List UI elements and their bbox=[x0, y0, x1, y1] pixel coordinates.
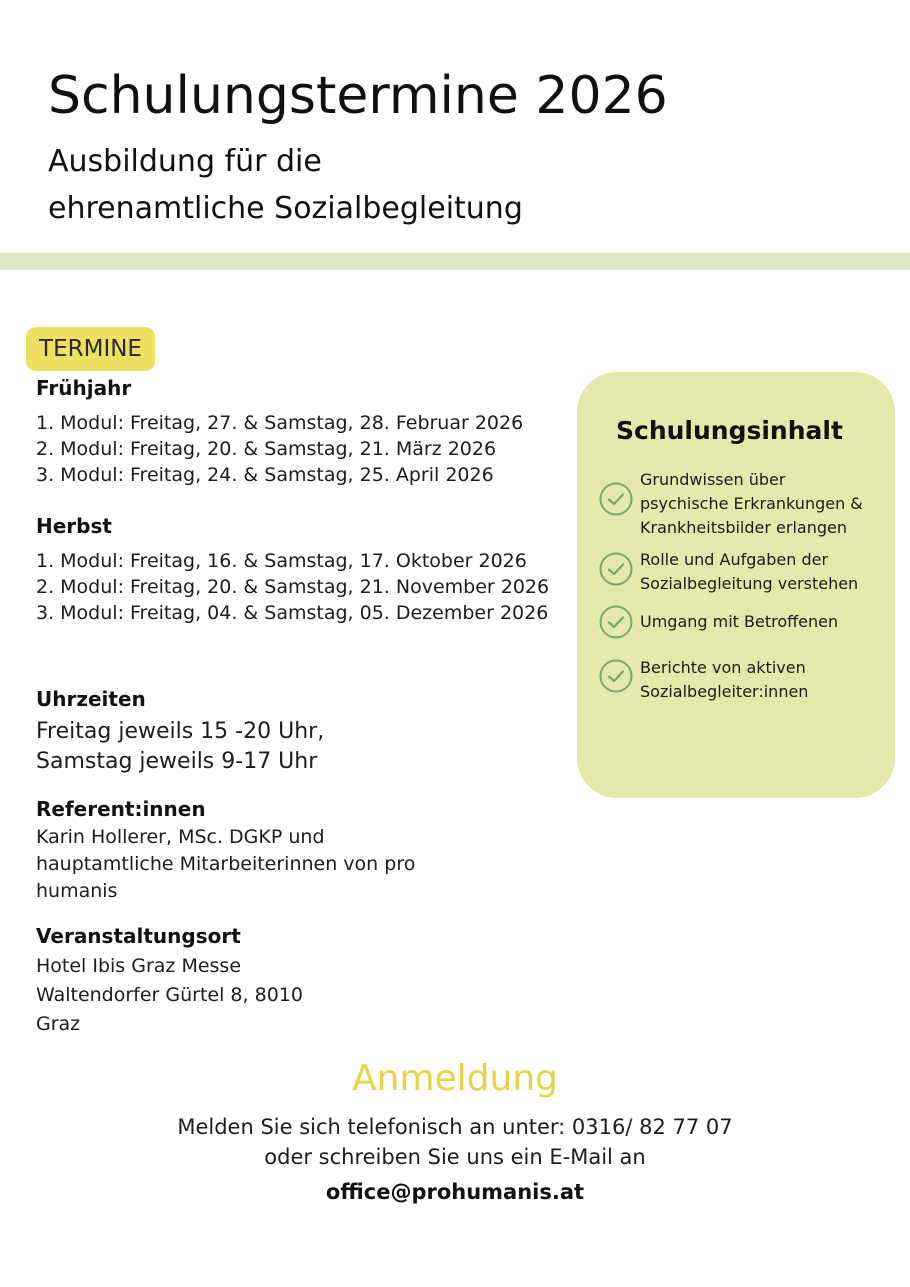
ort-line: Graz bbox=[36, 1013, 81, 1035]
ort-text bbox=[36, 952, 303, 1039]
inhalt-text bbox=[640, 656, 890, 704]
herbst-dates bbox=[36, 548, 549, 626]
subtitle-line: Ausbildung für die bbox=[48, 144, 322, 179]
herbst-heading: Herbst bbox=[36, 514, 112, 538]
subtitle-line: ehrenamtliche Sozialbegleitung bbox=[48, 191, 523, 226]
time-line: Freitag jeweils 15 -20 Uhr, bbox=[36, 719, 325, 744]
fruehjahr-heading: Frühjahr bbox=[36, 376, 132, 400]
date-line: 3. Modul: Freitag, 04. & Samstag, 05. Dezember 2026 bbox=[36, 602, 549, 624]
inhalt-text bbox=[640, 468, 890, 540]
page-subtitle bbox=[48, 138, 648, 232]
inhalt-line: Berichte von aktiven bbox=[640, 658, 806, 677]
date-line: 1. Modul: Freitag, 27. & Samstag, 28. Februar 2026 bbox=[36, 412, 524, 434]
date-line: 2. Modul: Freitag, 20. & Samstag, 21. November 2026 bbox=[36, 576, 550, 598]
referenten-text bbox=[36, 824, 415, 905]
inhalt-line: Sozialbegleitung verstehen bbox=[640, 574, 859, 593]
ort-heading: Veranstaltungsort bbox=[36, 924, 241, 948]
inhalt-line: psychische Erkrankungen & bbox=[640, 494, 863, 513]
anmeldung-heading: Anmeldung bbox=[352, 1058, 558, 1099]
inhalt-line: Rolle und Aufgaben der bbox=[640, 550, 829, 569]
date-line: 1. Modul: Freitag, 16. & Samstag, 17. Oktober 2026 bbox=[36, 550, 527, 572]
anmeldung-email: office@prohumanis.at bbox=[325, 1180, 585, 1204]
inhalt-text bbox=[640, 610, 890, 634]
anmeldung-line: oder schreiben Sie uns ein E-Mail an bbox=[264, 1145, 646, 1169]
referenten-line: Karin Hollerer, MSc. DGKP und bbox=[36, 826, 325, 848]
anmeldung-text bbox=[0, 1112, 910, 1172]
anmeldung-line: Melden Sie sich telefonisch an unter: 0316/ 82 77 07 bbox=[177, 1115, 733, 1139]
inhalt-line: Grundwissen über bbox=[640, 470, 786, 489]
fruehjahr-dates bbox=[36, 410, 523, 488]
ort-line: Waltendorfer Gürtel 8, 8010 bbox=[36, 984, 303, 1006]
uhrzeiten-text bbox=[36, 717, 324, 777]
referenten-heading: Referent:innen bbox=[36, 797, 206, 821]
date-line: 2. Modul: Freitag, 20. & Samstag, 21. März 2026 bbox=[36, 438, 497, 460]
header-divider-band bbox=[0, 253, 910, 270]
page-title: Schulungstermine 2026 bbox=[48, 66, 668, 126]
ort-line: Hotel Ibis Graz Messe bbox=[36, 955, 242, 977]
inhalt-line: Umgang mit Betroffenen bbox=[640, 612, 839, 631]
uhrzeiten-heading: Uhrzeiten bbox=[36, 687, 146, 711]
schulungsinhalt-card bbox=[577, 372, 895, 798]
schulungsinhalt-heading: Schulungsinhalt bbox=[616, 416, 843, 445]
check-circle-icon bbox=[599, 659, 633, 693]
check-circle-icon bbox=[599, 552, 633, 586]
inhalt-line: Sozialbegleiter:innen bbox=[640, 682, 809, 701]
inhalt-text bbox=[640, 548, 890, 596]
check-circle-icon bbox=[599, 605, 633, 639]
check-circle-icon bbox=[599, 482, 633, 516]
inhalt-line: Krankheitsbilder erlangen bbox=[640, 518, 847, 537]
date-line: 3. Modul: Freitag, 24. & Samstag, 25. April 2026 bbox=[36, 464, 494, 486]
referenten-line: humanis bbox=[36, 880, 118, 902]
referenten-line: hauptamtliche Mitarbeiterinnen von pro bbox=[36, 853, 416, 875]
termine-badge: TERMINE bbox=[26, 327, 155, 371]
time-line: Samstag jeweils 9-17 Uhr bbox=[36, 749, 318, 774]
